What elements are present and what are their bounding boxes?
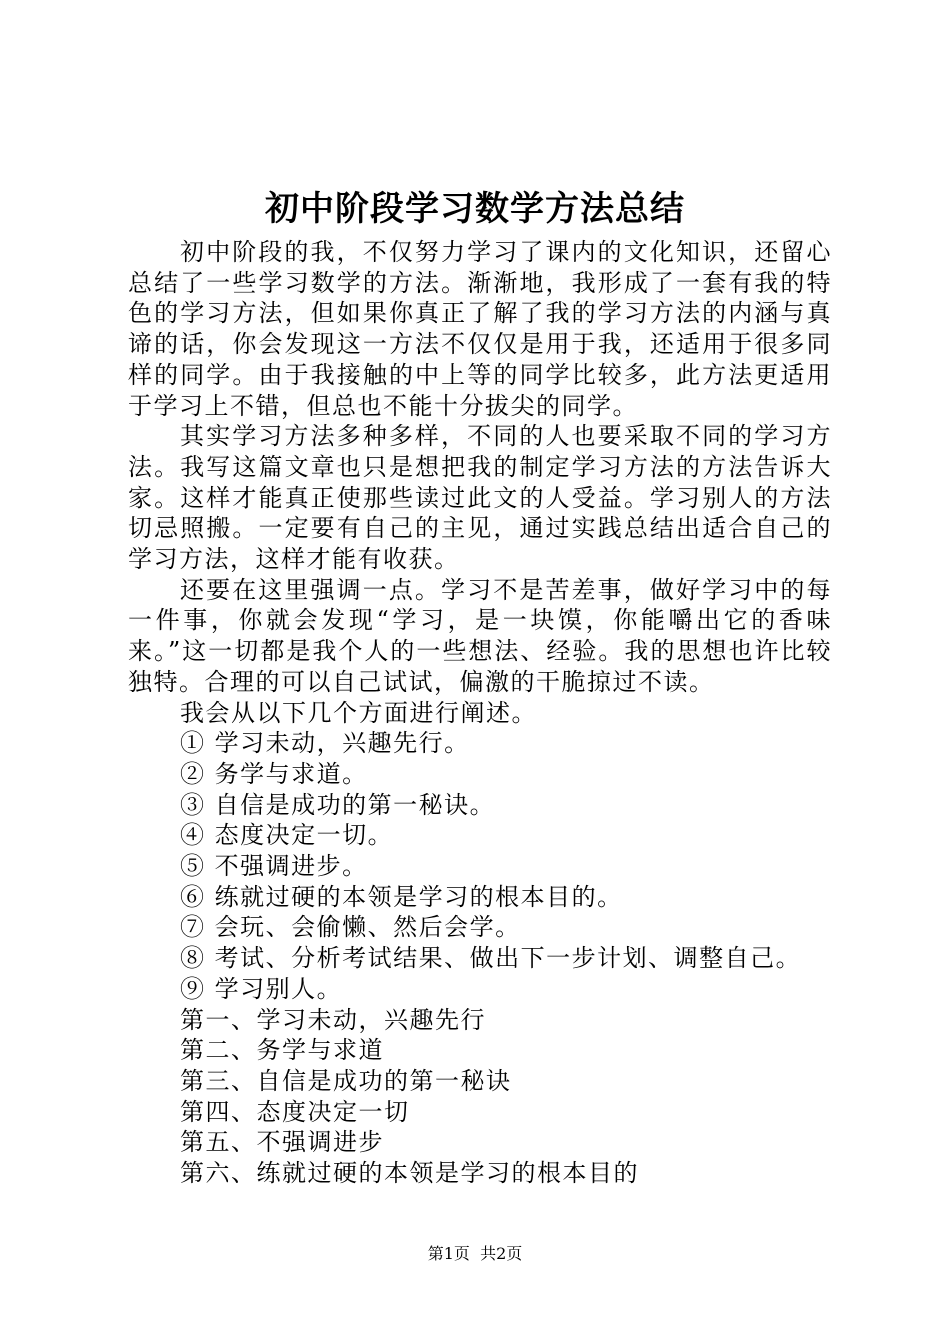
numbered-item-8: ⑧ 考试、分析考试结果、做出下一步计划、调整自己。 [180,944,802,973]
section-heading-4: 第四、态度决定一切 [180,1097,410,1126]
document-body [128,237,832,1189]
numbered-item-2: ② 务学与求道。 [180,759,368,788]
document-title: 初中阶段学习数学方法总结 [265,189,685,229]
numbered-item-6: ⑥ 练就过硬的本领是学习的根本目的。 [180,882,623,911]
intro-line: 我会从以下几个方面进行阐述。 [180,698,537,727]
section-heading-6: 第六、练就过硬的本领是学习的根本目的 [180,1159,639,1188]
page-number: 第1页 [427,1244,470,1263]
numbered-item-4: ④ 态度决定一切。 [180,821,394,850]
page-total: 共2页 [480,1244,523,1263]
numbered-item-7: ⑦ 会玩、会偷懒、然后会学。 [180,913,521,942]
paragraph-2: 其实学习方法多种多样，不同的人也要采取不同的学习方法。我写这篇文章也只是想把我的制定学习方法的方法告诉大家。这样才能真正使那些读过此文的人受益。学习别人的方法切忌照搬。一定要有自己的主见，通过实践总结出适合自己的学习方法，这样才能有收获。 [128,422,832,574]
numbered-item-3: ③ 自信是成功的第一秘诀。 [180,790,496,819]
paragraph-3: 还要在这里强调一点。学习不是苦差事，做好学习中的每一件事，你就会发现“学习，是一块馍，你能嚼出它的香味来。”这一切都是我个人的一些想法、经验。我的思想也许比较独特。合理的可以自己试试，偏激的干脆掠过不读。 [128,575,832,696]
footer-spacer [470,1244,480,1263]
numbered-item-5: ⑤ 不强调进步。 [180,852,368,881]
section-heading-2: 第二、务学与求道 [180,1036,384,1065]
section-heading-1: 第一、学习未动，兴趣先行 [180,1005,486,1034]
page-footer [0,1242,950,1266]
paragraph-1: 初中阶段的我，不仅努力学习了课内的文化知识，还留心总结了一些学习数学的方法。渐渐地，我形成了一套有我的特色的学习方法，但如果你真正了解了我的学习方法的内涵与真谛的话，你会发现这一方法不仅仅是用于我，还适用于很多同样的同学。由于我接触的中上等的同学比较多，此方法更适用于学习上不错，但总也不能十分拔尖的同学。 [128,238,832,420]
section-heading-3: 第三、自信是成功的第一秘诀 [180,1066,512,1095]
section-heading-5: 第五、不强调进步 [180,1128,384,1157]
numbered-item-1: ① 学习未动，兴趣先行。 [180,729,470,758]
numbered-item-9: ⑨ 学习别人。 [180,974,343,1003]
